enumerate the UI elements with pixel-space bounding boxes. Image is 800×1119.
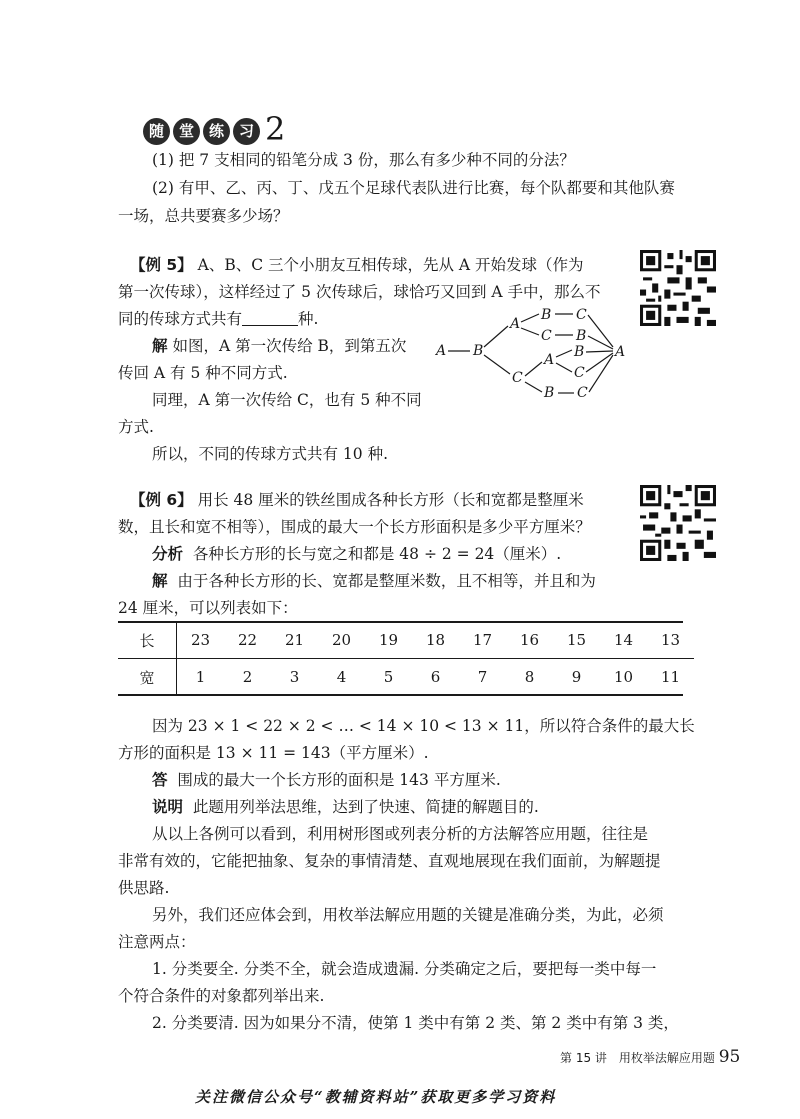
tree-node-b: B: [473, 343, 484, 359]
analysis-text: 各种长方形的长与宽之和都是 48 ÷ 2 = 24（厘米）.: [192, 545, 562, 563]
tree-edge: [586, 353, 613, 372]
table-bottom-rule: [118, 694, 683, 696]
example6-line2: 数，且长和宽不相等），围成的最大一个长方形面积是多少平方厘米？: [118, 518, 591, 536]
example6-solution1: [152, 568, 596, 594]
section-char: 习: [233, 118, 260, 145]
qr-code-example6: [640, 485, 716, 561]
tree-node-a: A: [544, 352, 555, 368]
example5-solution4: 方式.: [118, 418, 154, 436]
tree-node-c: C: [512, 370, 523, 386]
practice-q2-line1: (2) 有甲、乙、丙、丁、戊五个足球代表队进行比赛，每个队都要和其他队赛: [152, 179, 675, 197]
solution-label: 解: [152, 572, 168, 590]
example6-text1: 用长 48 厘米的铁丝围成各种长方形（长和宽都是整厘米: [197, 491, 584, 509]
answer-blank: [242, 309, 298, 326]
example5-solution1: [152, 333, 406, 359]
table-cell: 7: [477, 668, 488, 686]
example6-sol-text1: 由于各种长方形的长、宽都是整厘米数，且不相等，并且和为: [177, 572, 596, 590]
tree-edge: [556, 363, 572, 372]
note-text: 此题用列举法思维，达到了快速、简捷的解题目的.: [192, 798, 539, 816]
page-number: 95: [718, 1047, 741, 1067]
table-cell: 4: [336, 668, 347, 686]
table-cell: 21: [271, 622, 318, 659]
tree-node-b: B: [544, 385, 555, 400]
point1-line2: 个符合条件的对象都列举出来.: [118, 987, 325, 1005]
table-cell: 16: [506, 622, 553, 659]
tree-node-a: A: [510, 316, 521, 332]
example5-line3: [118, 306, 318, 332]
example5-line2: 第一次传球），这样经过了 5 次传球后，球恰巧又回到 A 手中，那么不: [118, 283, 601, 301]
table-cell: 8: [524, 668, 535, 686]
section-number: 2: [265, 110, 286, 148]
answer-label: 答: [152, 771, 168, 789]
example6-label: 【例 6】: [130, 491, 193, 509]
example5-solution3: 同理，A 第一次传给 C，也有 5 种不同: [152, 391, 422, 409]
section-char: 随: [143, 118, 170, 145]
answer-line: [152, 767, 501, 793]
answer-text: 围成的最大一个长方形的面积是 143 平方厘米.: [177, 771, 501, 789]
enumeration-table: [118, 622, 694, 695]
table-cell: 3: [289, 668, 300, 686]
table-cell: 1: [195, 668, 206, 686]
summary-p2-line2: 注意两点：: [118, 933, 196, 951]
table-cell: 11: [660, 668, 681, 686]
table-cell: 22: [224, 622, 271, 659]
section-char: 堂: [173, 118, 200, 145]
example5-text1: A、B、C 三个小朋友互相传球，先从 A 开始发球（作为: [197, 256, 584, 274]
example5-line1: [130, 252, 584, 278]
tree-edge: [484, 326, 508, 347]
watermark-text: 关注微信公众号“教辅资料站”获取更多学习资料: [195, 1088, 557, 1106]
qr-code-example5: [640, 250, 716, 326]
table-cell: 5: [383, 668, 394, 686]
table-cell: 23: [177, 622, 225, 659]
tree-node-root: A: [436, 343, 447, 359]
practice-q1: (1) 把 7 支相同的铅笔分成 3 份，那么有多少种不同的分法？: [152, 151, 575, 169]
tree-edge: [525, 362, 542, 376]
table-cell: 2: [242, 668, 253, 686]
tree-edge: [521, 328, 539, 335]
conclusion-line2: 方形的面积是 13 × 11 = 143（平方厘米）.: [118, 744, 429, 762]
table-cell: 13: [647, 622, 694, 659]
summary-p1-line3: 供思路.: [118, 879, 170, 897]
page-footer: [560, 1047, 740, 1067]
example5-solution5: 所以，不同的传球方式共有 10 种.: [152, 445, 389, 463]
summary-p2-line1: 另外，我们还应体会到，用枚举法解应用题的关键是准确分类，为此，必须: [152, 906, 664, 924]
table-cell: 19: [365, 622, 412, 659]
table-cell: 6: [430, 668, 441, 686]
summary-p1-line2: 非常有效的，它能把抽象、复杂的事情清楚、直观地展现在我们面前，为解题提: [118, 852, 661, 870]
example5-text3a: 同的传球方式共有: [118, 310, 243, 328]
tree-node-c: C: [577, 385, 588, 400]
table-cell: 20: [318, 622, 365, 659]
tree-node-b: B: [574, 344, 585, 360]
table-cell: 15: [553, 622, 600, 659]
tree-edge: [484, 355, 510, 374]
note-label: 说明: [152, 798, 184, 816]
table-cell: 17: [459, 622, 506, 659]
section-heading: [143, 110, 285, 148]
tree-node-c: C: [541, 328, 552, 344]
tree-node-c: C: [576, 307, 587, 323]
table-cell: 14: [600, 622, 647, 659]
tree-edge: [586, 351, 613, 352]
table-row-width: [118, 659, 694, 696]
example6-solution2: 24 厘米，可以列表如下：: [118, 599, 298, 617]
table-header-width: 宽: [118, 659, 177, 696]
table-cell: 9: [571, 668, 582, 686]
tree-edge: [525, 382, 542, 392]
table-cell: 10: [613, 668, 634, 686]
tree-edge: [556, 350, 572, 357]
table-header-length: 长: [118, 622, 177, 659]
chapter-title: 第 15 讲 用枚举法解应用题: [560, 1051, 715, 1065]
tree-diagram: [432, 300, 637, 400]
conclusion-line1: 因为 23 × 1 < 22 × 2 < … < 14 × 10 < 13 × 11，所以符合条件的最大长: [152, 717, 695, 735]
example5-solution2: 传回 A 有 5 种不同方式.: [118, 364, 288, 382]
analysis-label: 分析: [152, 545, 184, 563]
practice-q2-line2: 一场，总共要赛多少场？: [118, 207, 289, 225]
table-cell: 18: [412, 622, 459, 659]
solution-label: 解: [152, 337, 168, 355]
example5-text3b: 种.: [298, 310, 319, 328]
example6-analysis: [152, 541, 561, 567]
example5-sol-text1: 如图，A 第一次传给 B，到第五次: [172, 337, 407, 355]
point2-line1: 2. 分类要清. 因为如果分不清，使第 1 类中有第 2 类、第 2 类中有第 3 类，: [152, 1014, 679, 1032]
tree-node-final-a: A: [615, 344, 626, 360]
note-line: [152, 794, 539, 820]
example6-line1: [130, 487, 584, 513]
tree-edge: [521, 314, 539, 322]
summary-p1-line1: 从以上各例可以看到，利用树形图或列表分析的方法解答应用题，往往是: [152, 825, 649, 843]
tree-node-b: B: [576, 328, 587, 344]
point1-line1: 1. 分类要全. 分类不全，就会造成遗漏. 分类确定之后，要把每一类中每一: [152, 960, 657, 978]
example5-label: 【例 5】: [130, 256, 193, 274]
table-row-length: [118, 622, 694, 659]
section-char: 练: [203, 118, 230, 145]
tree-node-b: B: [541, 307, 552, 323]
tree-node-c: C: [574, 365, 585, 381]
tree-edge: [589, 355, 613, 392]
